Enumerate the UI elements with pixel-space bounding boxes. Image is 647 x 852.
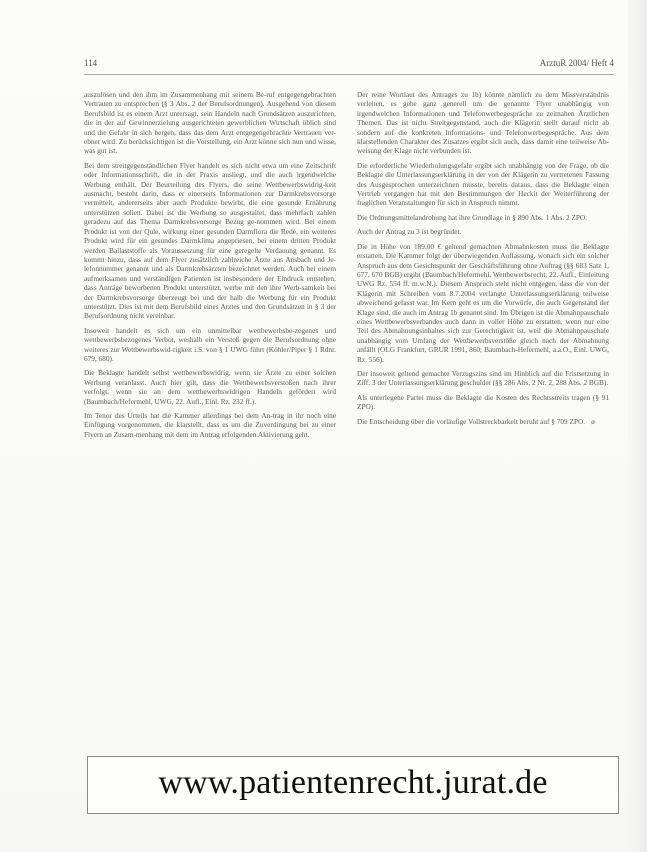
journal-name: ArztuR 2004/ Heft 4 <box>539 58 614 68</box>
header-divider <box>84 74 614 75</box>
paragraph <box>357 417 609 426</box>
page-header <box>84 58 614 72</box>
paragraph: Der insoweit geltend gemachte Verzugszins sind im Hinblick auf die Fristsetzung in Ziff. 3 der Unterlassungserklärung geschuldet (§§ 286 Abs. 2 Nr. 2, 288 Abs. 2 BGB). <box>357 368 609 388</box>
paragraph: Als unterlegene Partei muss die Beklagte die Kosten des Rechtsstreits tragen (§ 91 ZPO). <box>357 392 609 412</box>
paragraph: Im Tenor des Urteils hat die Kammer allerdings bei dem An-trag in ihr noch eine Einfügung vorgenommen, die klarstellt, dass es um die Zuverdingung bei zu einer Flyern an Zusam-menhang mit dem im Antrag erfolgenden Aktivierung geht. <box>84 411 336 439</box>
paragraph: Die erforderliche Wiederholungsgefahr ergibt sich unabhängig von der Frage, ob die Beklagte die Unterlassungserklärung in der von der Klägerin zu vertretenen Fassung des Ausgesprochen unterzeichnen musste, bereits daraus, dass die Beklagte einen Vertrieb vergangen hat mit den Bestimmungen der Heckit der Weiterführung der fraglichen Veranstaltungen für sich in Anspruch nimmt. <box>357 160 609 208</box>
end-mark: ø <box>591 416 595 426</box>
section-heading: Auch der Antrag zu 3 ist begründet. <box>357 227 462 237</box>
paragraph: Bei dem streitgegenständlichen Flyer handelt es sich nicht etwa um eine Zeitschrift oder Informationsschrift, die in der Praxis ausliegt, und die auch irgendwelche Werbung enthält. Der Beurteilung des Flyers, die seine Wettbewerbswidrig-keit ausmacht, besteht darin, dass er einerseits Informationen zur Darmkrebsvorsorge vermittelt, andererseits aber auch Produkte bewirbt, die eine gesunde Ernährung unterstützen sollen. Dabei ist die Werbung so ausgestaltet, dass mehrfach zahlen geradezu auf das Thema Darmkrebsvorsorge Bezug ge-nommen wird. Bei einem Produkt ist von der Qule, wirkung einer gesunden Darmflora die Rede, ein weiteres Produkt wird für ein gesundes Darmklima angepriesen, bei einem dritten Produkt werden Ballaststoffe als Voraussetzung für eine geregelte Verdauung genannt. Es kommt hinzu, dass auf dem Flyer zusätzlich zahlreiche Ärzte aus Ansbach und Je-lefonnummer genannt und als Darmkrebsärzten bezeichnet werden. Auch bei einem aufmerksamen und verständigen Patienten ist insbesondere der Eindruck entstehen, dass Anträge beworbenen Produkt unterstützt, werbe mit den ihre Werb-samkeit bei der Darmkrebsvorsorge überzeugt bei und der halb die Werbung für ein Produkt unterstützt. Dies ist mit dem Berufsbild eines Arztes und den Grundsätzen in § 3 der Berufsordnung nicht vereinbar. <box>84 160 336 321</box>
paragraph-text: Die Entscheidung über die vorläufige Vollstreckbarkeit beruht auf § 709 ZPO. <box>357 416 586 426</box>
page-edge-shadow <box>628 0 647 852</box>
footer-url-box <box>87 756 619 814</box>
paragraph: Die in Höhe von 189,00 € geltend gemachten Abmahnkosten muss die Beklagte erstatten. Die Kammer folgt der überwiegenden Auffassung, wonach sich ein solcher Anspruch aus dem Gesichtspunkt der Geschäftsführung ohne Auftrag (§§ 683 Satz 1, 677, 670 BGB) ergibt (Baumbach/Hefermehl, Wettbewerbsrecht, 22. Aufl., Einleitung UWG Rz. 554 ff. m.w.N.). Diesem Anspruch steht nicht entgegen, dass die von der Klägerin mit Schreiben vom 8.7.2004 verlangte Unterlassungserklärung teilweise abweichend gefasst war. Im Kern geht es um die Vorwürfe, die auch Gegenstand der Klage sind, die auch im Antrag 1b genannt sind. Im Übrigen ist die Abmahnpauschale eines Wettbewerbsverbandes auch dann in voller Höhe zu erstatten, wenn nur eine Teil des Abmahnungsinhaltes sich zur Gerechtigkeit ist, weil die Abmahnpauschale unabhängig vom Umfang der Wettbewerbsverstöße gleich nach der Abmahnung anfällt (OLG Frankfurt, GRUR 1991, 860; Baumbach-Hefermehl, a.a.O., Einl. UWG, Rz. 556). <box>357 241 609 364</box>
paragraph: Die Ordnungsmittelandrohung hat ihre Grundlage in § 890 Abs. 1 Abs. 2 ZPO. <box>357 212 588 222</box>
paragraph: Der reine Wortlaut des Antrages zu 1b) könnte nämlich zu dem Missverständnis verleiten, es gehe ganz generell um die genannte Flyer unabhängig von irgendwelchen Informationen und Telefonwerbegespräche zu zeitnahen Ärztlichen Themen. Das ist nicht Streitgegenstand, auch die Klägerin stellt darauf nicht ab sondern auf die konkreten Informations- und Telefonwerbegespräche. Aus dem klarstellenden Charakter des Zusatzes ergibt sich auch, dass damit eine teilweise Ab-weisung der Klage nicht verbunden ist. <box>357 90 609 156</box>
left-column <box>84 90 336 444</box>
page-number: 114 <box>84 58 98 68</box>
paragraph: Die Beklagte handelt selbst wettbewerbswidrig, wenn sie Ärzte zu einer solchen Werbung veranlasst. Auch hier gilt, dass die Wettbewerbsverstoßen nach ihrer verfolgt, wenn sie an dem wettbewerbswidrigen Handeln gefördert wird (Baumbach/Hefermehl, UWG, 22. Aufl., Einl. Rz. 232 ff.). <box>84 368 336 406</box>
paragraph: Insoweit handelt es sich um ein unmittelbar wettbewerbsbe-zogenes und wettbewerbsbezogenes Verbot, weshalb ein Verstoß gegen die Berufsordnung ohne weiteres zur Wettbewerbswid-rigkeit i.S. von § 1 UWG führt (Köhler/Piper § 1 Rdnr. 679, 680). <box>84 325 336 363</box>
footer-url[interactable]: www.patientenrecht.jurat.de <box>158 764 548 801</box>
paragraph: auszulösen und den ihm im Zusammenhang mit seinem Be-ruf entgegengebrachten Vertrauen zu entsprechen (§ 3 Abs. 2 der Berufsordnungen). Ausgehend von diesem Berufsbild ist es einem Arzt untersagt, sein Handeln nach Grundsätzen auszurichten, die in der auf Gewinnerzielung ausgerichteten gewerblichen Wirtschaft üblich sind und die Gefahr in sich bergen, dass das dem Arzt entgegengebrachte Vertrauen ver-ebnet wird. Zu berücksichtigen ist die Vorstellung, ein Arzt könne sich nun und wisse, was gut ist. <box>84 90 336 156</box>
right-column <box>357 90 609 431</box>
